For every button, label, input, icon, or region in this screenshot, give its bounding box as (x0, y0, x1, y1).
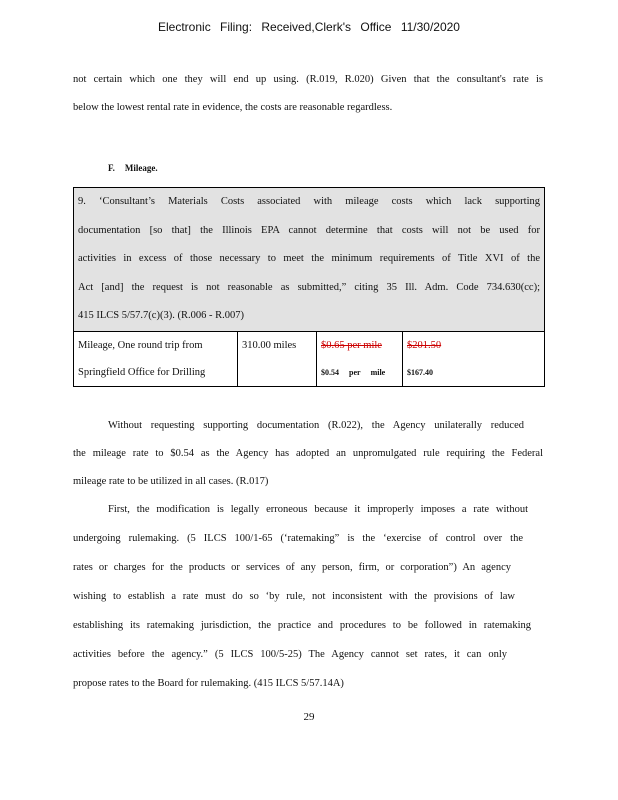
section-title: Mileage. (124, 163, 158, 173)
issue-line: 415 ILCS 5/57.7(c)(3). (R.006 - R.007) (78, 310, 244, 321)
top-paragraph-line-2: below the lowest rental rate in evidence, the costs are reasonable regardless. (73, 102, 393, 113)
body-line: activities before the agency.” (5 ILCS 100/5-25) The Agency cannot set rates, it can only (73, 649, 507, 660)
table-row (74, 331, 545, 386)
quantity-cell: 310.00 miles (238, 331, 317, 386)
issue-line: 9. ‘Consultant’s Materials Costs associated with mileage costs which lack supporting (78, 196, 540, 207)
body-line: establishing its ratemaking jurisdiction, the practice and procedures to be followed in ratemaking (73, 620, 531, 631)
page-number: 29 (303, 711, 315, 723)
body-line: undergoing rulemaking. (5 ILCS 100/1-65 (‘ratemaking” is the ‘exercise of control over the (73, 533, 523, 544)
struck-rate: $0.65 per mile (321, 339, 382, 351)
section-heading (108, 163, 168, 173)
total-cell (403, 331, 545, 386)
cost-review-table (73, 187, 545, 387)
item-description-cell (74, 331, 238, 386)
body-line: rates or charges for the products or services of any person, firm, or corporation”) An agency (73, 562, 511, 573)
top-paragraph-line-1: not certain which one they will end up using. (R.019, R.020) Given that the consultant's rate is (73, 74, 543, 85)
body-line: wishing to establish a rate must do so ‘by rule, not inconsistent with the provisions of law (73, 591, 515, 602)
issue-line: Act [and] the request is not reasonable as submitted,” citing 35 Ill. Adm. Code 734.630(cc); (78, 281, 540, 293)
item-description-line: Mileage, One round trip from (78, 339, 203, 351)
item-description-line: Springfield Office for Drilling (78, 366, 206, 378)
issue-line: activities in excess of those necessary to meet the minimum requirements of Title XVI of the (78, 253, 540, 264)
rate-cell (317, 331, 403, 386)
revised-total: $167.40 (407, 367, 433, 377)
body-line: propose rates to the Board for rulemaking. (415 ILCS 5/57.14A) (73, 678, 344, 689)
issue-description-cell (74, 188, 545, 332)
issue-line: documentation [so that] the Illinois EPA cannot determine that costs will not be used for (78, 224, 540, 236)
revised-rate: $0.54 per mile (321, 367, 386, 377)
body-line: the mileage rate to $0.54 as the Agency has adopted an unpromulgated rule requiring the Federal (73, 448, 543, 459)
body-line: mileage rate to be utilized in all cases. (R.017) (73, 476, 269, 487)
body-line: First, the modification is legally erroneous because it improperly imposes a rate without (108, 504, 528, 515)
struck-total: $201.50 (407, 339, 442, 351)
body-line: Without requesting supporting documentation (R.022), the Agency unilaterally reduced (108, 420, 524, 431)
section-letter: F. (108, 163, 115, 173)
filing-header: Electronic Filing: Received,Clerk's Office 11/30/2020 (158, 20, 460, 34)
